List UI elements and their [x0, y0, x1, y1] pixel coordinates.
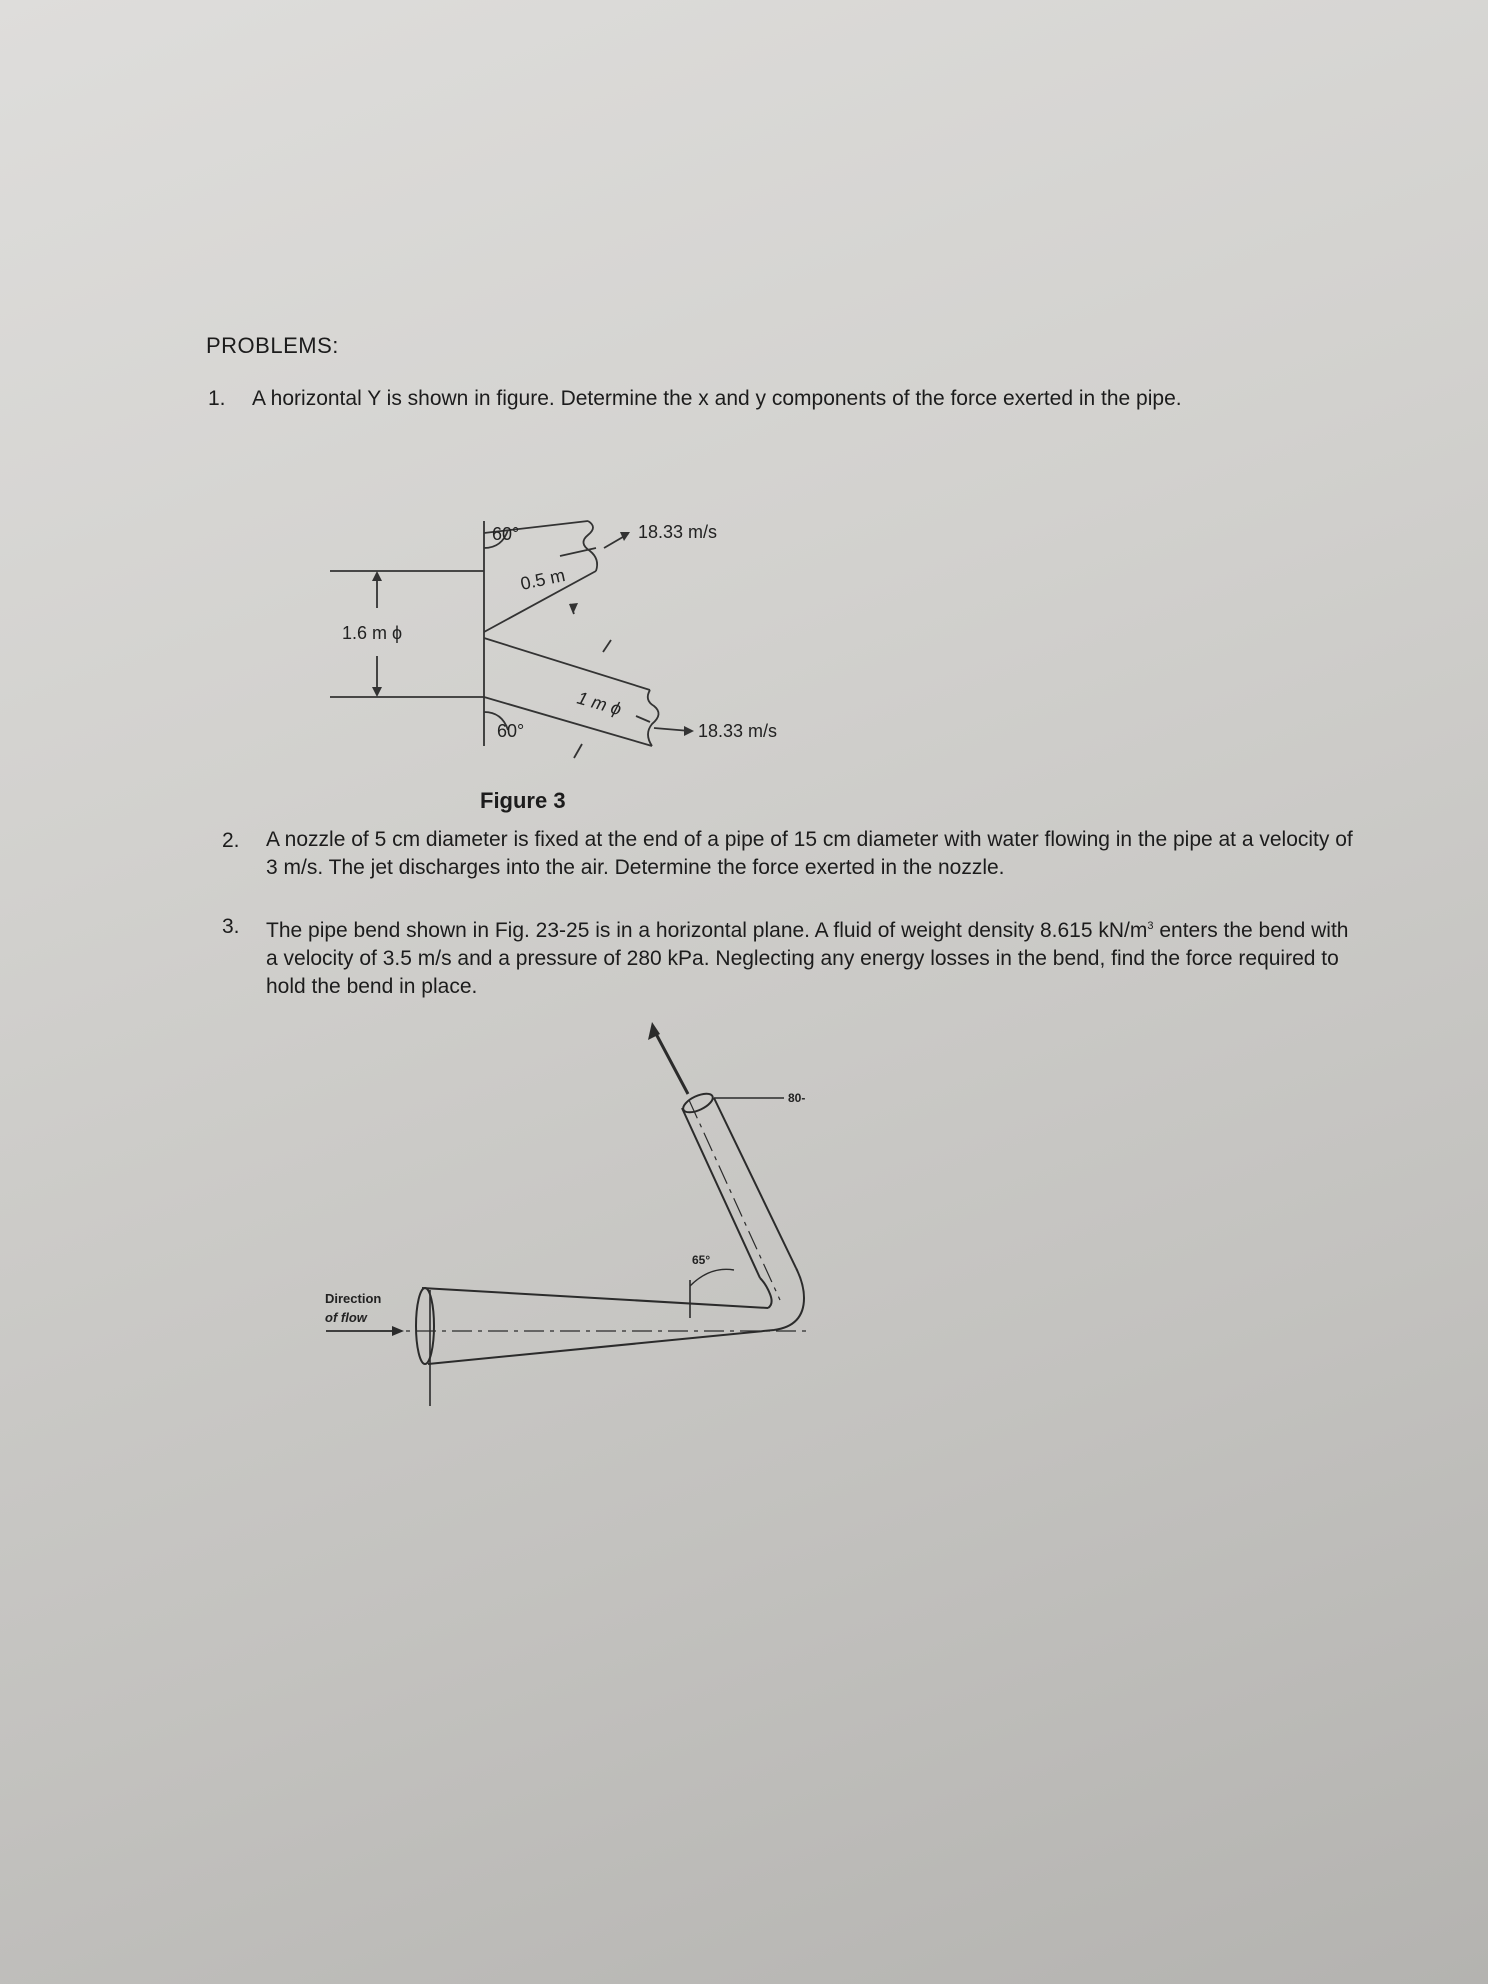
- velocity-label-top: 18.33 m/s: [638, 522, 718, 542]
- problem-text: The pipe bend shown in Fig. 23-25 is in a horizontal plane. A fluid of weight density 8.615 $kN/m^3$ enters the bend with a velocity of 3.5 m/s and a pressure of 280 kPa. Neglecting any energy losses in the bend, find the force required to hold the bend in place.: [266, 919, 1349, 998]
- angle-arc: [690, 1269, 734, 1286]
- angle-label-top: 60°: [492, 524, 520, 544]
- direction-label: Direction: [325, 1291, 382, 1306]
- angle-label: 65°: [692, 1253, 711, 1267]
- velocity-label-bottom: 18.33 m/s: [698, 721, 778, 741]
- bend-outer: [774, 1268, 804, 1330]
- problem-number: 3.: [222, 915, 240, 938]
- diameter-label-top: 0.5 m: [518, 564, 567, 594]
- problem-number: 2.: [222, 829, 240, 852]
- problem-number: 1.: [208, 387, 226, 410]
- bend-inner: [760, 1278, 772, 1308]
- problem-text: A nozzle of 5 cm diameter is fixed at the end of a pipe of 15 cm diameter with water flowing in the pipe at a velocity of 3 m/s. The jet discharges into the air. Determine the force exerted in the nozzle.: [266, 828, 1353, 879]
- flow-arrow-head-icon: [392, 1326, 404, 1336]
- outlet-label: 80-: [788, 1091, 806, 1105]
- diameter-label-bottom: 1 m ϕ: [574, 687, 624, 720]
- angle-label-bottom: 60°: [497, 721, 525, 741]
- force-arrow: [654, 1030, 688, 1094]
- of-flow-label: of flow: [325, 1310, 367, 1325]
- pipe-outlet-end: [681, 1090, 716, 1116]
- section-heading: PROBLEMS:: [206, 333, 339, 358]
- centerline-inclined: [689, 1100, 780, 1300]
- problem-text: A horizontal Y is shown in figure. Determine the x and y components of the force exerted in the pipe.: [252, 387, 1182, 410]
- pipe-top-wall: [422, 1288, 768, 1308]
- diameter-label-inlet: 1.6 m ϕ: [342, 623, 403, 643]
- pipe-inlet-end: [416, 1288, 434, 1364]
- figure-caption: Figure 3: [480, 788, 566, 813]
- pipe-bottom-wall: [428, 1330, 774, 1364]
